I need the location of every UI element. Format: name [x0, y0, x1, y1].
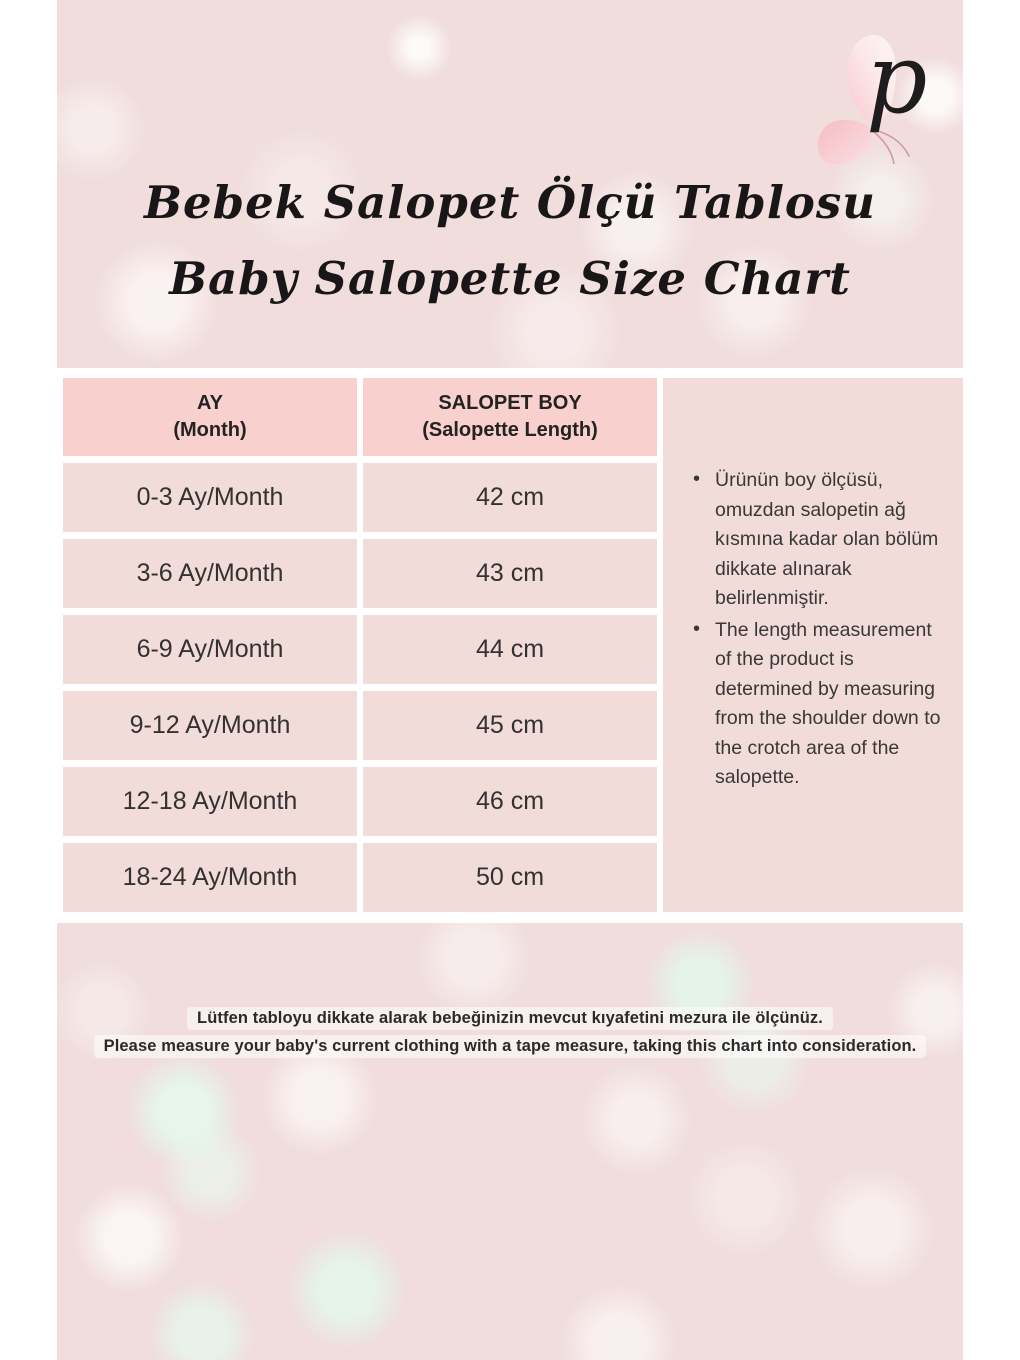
age-cell: 3-6 Ay/Month [63, 539, 357, 608]
header-cell-month [63, 378, 357, 456]
footer-note-english: Please measure your baby's current clothing with a tape measure, taking this chart into consideration. [94, 1035, 927, 1058]
age-cell: 0-3 Ay/Month [63, 463, 357, 532]
brand-logo [812, 18, 992, 168]
length-cell: 50 cm [363, 843, 657, 912]
page-title-english: Baby Salopette Size Chart [169, 252, 851, 305]
page-title-turkish: Bebek Salopet Ölçü Tablosu [144, 176, 876, 229]
age-cell: 18-24 Ay/Month [63, 843, 357, 912]
note-text-turkish: Ürünün boy ölçüsü, omuzdan salopetin ağ kısmına kadar olan bölüm dikkate alınarak belirlenmiştir. [715, 469, 939, 609]
bullet-icon: • [693, 617, 701, 640]
length-cell: 46 cm [363, 767, 657, 836]
age-cell: 6-9 Ay/Month [63, 615, 357, 684]
brand-letter: p [866, 23, 928, 135]
header-month-line2: (Month) [173, 419, 247, 441]
header-month-line1: AY [197, 392, 223, 414]
length-cell: 43 cm [363, 539, 657, 608]
header-cell-length [363, 378, 657, 456]
note-item-english [693, 616, 949, 793]
bullet-icon: • [693, 468, 701, 490]
notes-panel [663, 378, 963, 912]
size-table [57, 368, 963, 923]
age-cell: 12-18 Ay/Month [63, 767, 357, 836]
header-banner [57, 0, 963, 368]
header-length-line1: SALOPET BOY [438, 392, 582, 414]
length-cell: 42 cm [363, 463, 657, 532]
footer-notes [57, 1007, 963, 1058]
age-cell: 9-12 Ay/Month [63, 691, 357, 760]
note-item-turkish [693, 466, 949, 614]
note-text-english: The length measurement of the product is determined by measuring from the shoulder down to the crotch area of the salopette. [715, 618, 941, 788]
length-cell: 44 cm [363, 615, 657, 684]
length-cell: 45 cm [363, 691, 657, 760]
notes-list [663, 378, 963, 793]
footer-banner [57, 923, 963, 1360]
footer-note-turkish: Lütfen tabloyu dikkate alarak bebeğinizin mevcut kıyafetini mezura ile ölçünüz. [187, 1007, 833, 1030]
header-length-line2: (Salopette Length) [422, 419, 598, 441]
